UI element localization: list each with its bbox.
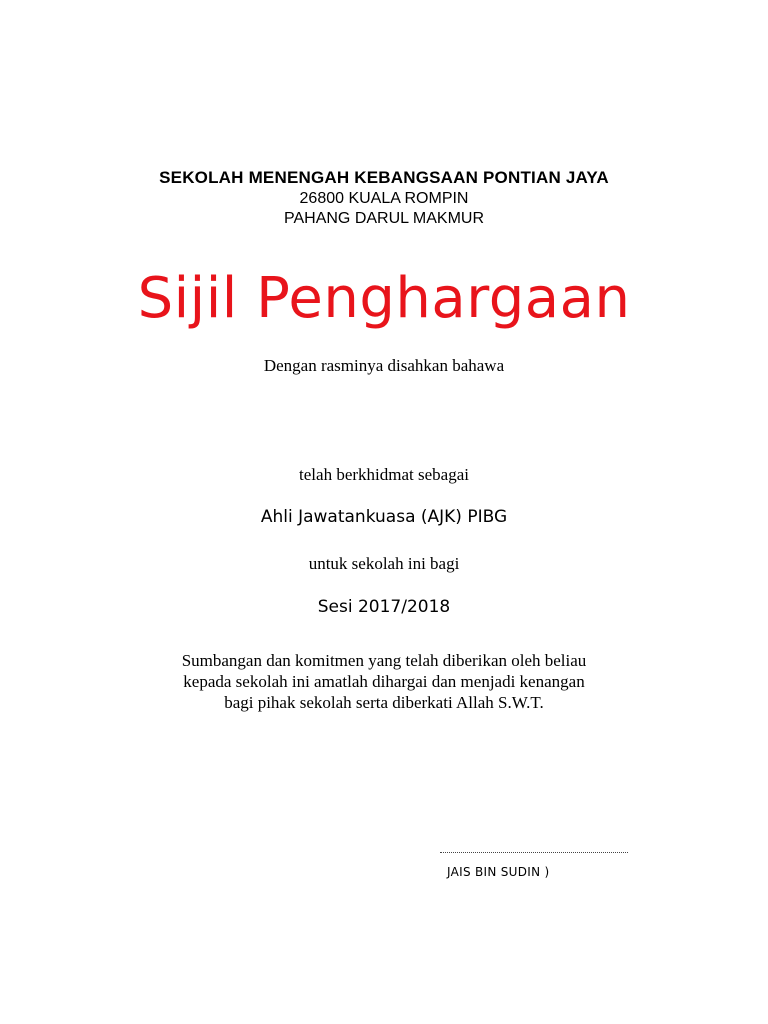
appreciation-line: bagi pihak sekolah serta diberkati Allah S.W.T. [224,693,544,712]
appreciation-line: kepada sekolah ini amatlah dihargai dan menjadi kenangan [183,672,585,691]
appreciation-line: Sumbangan dan komitmen yang telah diberikan oleh beliau [181,651,587,670]
certificate-title: Sijil Penghargaan [137,266,631,331]
appreciation-paragraph [0,650,768,713]
school-name: SEKOLAH MENENGAH KEBANGSAAN PONTIAN JAYA [159,168,609,187]
session-period: Sesi 2017/2018 [317,597,451,617]
school-address-line-2: PAHANG DARUL MAKMUR [283,210,485,227]
signature-dotted-line [440,852,628,853]
for-school-statement: untuk sekolah ini bagi [308,554,460,573]
served-as-statement: telah berkhidmat sebagai [299,465,469,484]
signatory-name: JAIS BIN SUDIN ) [447,865,550,879]
role-title: Ahli Jawatankuasa (AJK) PIBG [260,507,508,527]
certify-statement: Dengan rasminya disahkan bahawa [263,356,505,375]
school-address-line-1: 26800 KUALA ROMPIN [299,190,469,207]
